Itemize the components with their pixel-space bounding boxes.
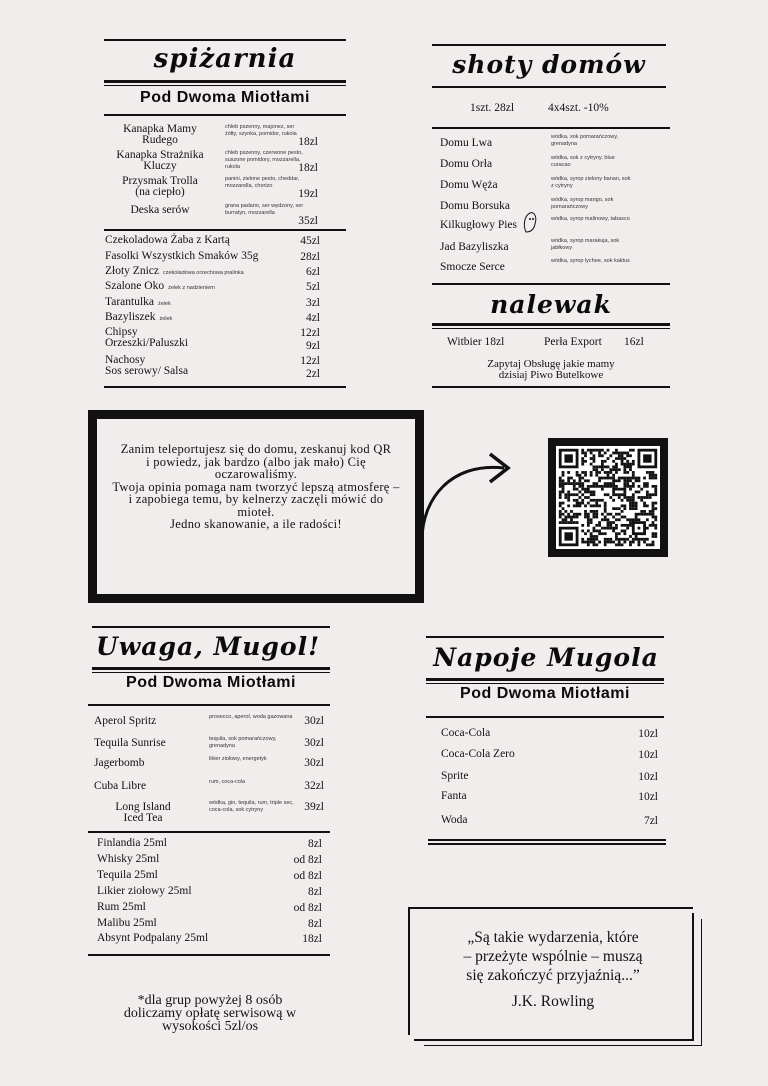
quote-author: J.K. Rowling: [511, 993, 595, 1010]
shot-item-name: Smocze Serce: [440, 261, 505, 273]
snack-item-label: Nachosy Sos serowy/ Salsa: [105, 354, 189, 377]
shot-item-desc: wódka, syrop mango, sok pomarańczowy: [551, 197, 614, 210]
food-item-desc: chleb pszenny, czerwone pesto, suszone pomidory, mozzarella, rukola: [225, 150, 303, 170]
cocktail-desc: rum, coca-cola: [209, 779, 246, 785]
soft-drink-name: Coca-Cola Zero: [441, 748, 515, 760]
shot-item-name: Kilkugłowy Pies: [440, 219, 517, 231]
spirit-name: Finlandia 25ml: [97, 837, 167, 849]
spirit-name: Malibu 25ml: [97, 917, 157, 929]
spirit-price: od 8zl: [293, 854, 322, 866]
spirit-name: Likier ziołowy 25ml: [97, 885, 192, 897]
shoty-promo-set: 4x4szt. -10%: [548, 102, 609, 114]
snack-item-name: [105, 327, 305, 349]
snack-item-price: 12zl: [300, 327, 320, 339]
snack-item-name: [105, 355, 305, 377]
food-item-price: 18zl: [298, 162, 318, 174]
spirit-price: 8zl: [307, 838, 322, 850]
food-item-price: 18zl: [298, 136, 318, 148]
qr-message-box: [88, 410, 424, 603]
cocktail-price: 30zl: [304, 737, 324, 749]
cocktail-desc: tequila, sok pomarańczowy, grenadyna: [209, 736, 277, 749]
snack-item-name: [105, 297, 305, 310]
cocktail-name: Long Island Iced Tea: [115, 801, 171, 824]
snack-item-label: Chipsy Orzeszki/Paluszki: [105, 326, 189, 349]
napoje-title: Napoje Mugola: [433, 643, 659, 672]
food-item-desc: chleb pszenny, majonez, ser żółty, szynka, pomidor, rukola: [225, 124, 297, 137]
snack-item-name: [105, 235, 305, 246]
spirit-price: od 8zl: [293, 902, 322, 914]
snack-item-tag: żelek: [159, 316, 173, 322]
shot-item-name: Domu Orła: [440, 158, 493, 170]
soft-drink-name: Sprite: [441, 770, 469, 782]
quote-text: „Są takie wydarzenia, które – przeżyte wspólnie – muszą się zakończyć przyjaźnią...”: [463, 929, 643, 984]
soft-drink-name: Woda: [441, 814, 468, 826]
snack-item-label: Czekoladowa Żaba z Kartą: [105, 234, 230, 246]
soft-drink-price: 10zl: [638, 791, 658, 803]
spirit-name: Tequila 25ml: [97, 869, 158, 881]
soft-drink-price: 10zl: [638, 749, 658, 761]
snack-item-name: [105, 266, 305, 279]
spizarnia-title: spiżarnia: [153, 44, 297, 74]
shot-item-name: Domu Węża: [440, 179, 498, 191]
snack-item-price: 6zl: [305, 266, 320, 278]
spirit-price: 18zl: [302, 933, 322, 945]
spirit-name: Rum 25ml: [97, 901, 146, 913]
snack-item-tag: żelek z nadzieniem: [168, 285, 215, 291]
spirit-price: od 8zl: [293, 870, 322, 882]
snack-item-price: 5zl: [305, 281, 320, 293]
cocktail-price: 32zl: [304, 780, 324, 792]
shoty-promo-single: 1szt. 28zl: [470, 102, 515, 114]
snack-item-price: 45zl: [300, 235, 320, 247]
shot-item-name: Jad Bazyliszka: [440, 241, 509, 253]
soft-drink-price: 7zl: [643, 815, 658, 827]
snack-item-name: [105, 312, 305, 325]
spizarnia-subtitle: Pod Dwoma Miotłami: [140, 89, 310, 106]
food-item-name: Kanapka Mamy Rudego: [123, 123, 197, 146]
snack-item-name: [105, 251, 305, 262]
qr-code[interactable]: [548, 438, 668, 557]
ghost-doodle-icon: [522, 210, 538, 236]
snack-item-price: 4zl: [305, 312, 320, 324]
snack-item-label: Fasolki Wszystkich Smaków 35g: [105, 250, 259, 262]
cocktail-name: Tequila Sunrise: [94, 737, 166, 749]
shot-item-name: Domu Lwa: [440, 137, 493, 149]
snack-item-name: [105, 281, 305, 294]
food-item-desc: panini, zielone pesto, cheddar, mozzarella, chorizo: [225, 176, 300, 189]
food-item-name: Przysmak Trolla (na ciepło): [122, 175, 198, 198]
soft-drink-name: Fanta: [441, 790, 467, 802]
food-item-name: Deska serów: [130, 204, 190, 216]
soft-drink-name: Coca-Cola: [441, 727, 491, 739]
napoje-subtitle: Pod Dwoma Miotłami: [460, 685, 630, 702]
snack-item-label: Złoty Znicz: [105, 265, 159, 277]
snack-item-price: 3zl: [305, 297, 320, 309]
snack-item-price-2: 9zl: [305, 340, 320, 352]
cocktail-name: Cuba Libre: [94, 780, 147, 792]
mugol-title: Uwaga, Mugol!: [95, 632, 321, 661]
qr-code-pattern-icon: [556, 446, 660, 549]
spirit-price: 8zl: [307, 918, 322, 930]
service-fee-note: *dla grup powyżej 8 osób doliczamy opłatę serwisową w wysokości 5zl/os: [123, 993, 297, 1034]
snack-item-label: Bazyliszek: [105, 311, 156, 323]
snack-item-tag: czekoladowa orzechowa pralinka: [162, 270, 244, 276]
shot-item-desc: wódka, syrop malinowy, tabasco: [551, 216, 630, 222]
food-item-name: Kanapka Strażnika Kluczy: [116, 149, 204, 172]
qr-message-text: Zanim teleportujesz się do domu, zeskanuj kod QR i powiedz, jak bardzo (albo jak mało) Cię oczarowaliśmy. Twoja opinia pomaga nam tworzyć lepszą atmosferę – i zapobiega temu, by kelnerzy zaczęli mówić do mioteł. Jedno skanowanie, a ile radości!: [112, 442, 400, 531]
snack-item-price: 28zl: [300, 251, 320, 263]
food-item-price: 19zl: [298, 188, 318, 200]
nalewak-title: nalewak: [490, 290, 612, 319]
shot-item-desc: wódka, syrop lychee, sok kaktus: [551, 258, 630, 264]
cocktail-desc: prosecco, aperol, woda gazowana: [209, 714, 293, 720]
bottled-beer-note: Zapytaj Obsługę jakie mamy dzisiaj Piwo Butelkowe: [487, 358, 615, 381]
mugol-subtitle: Pod Dwoma Miotłami: [126, 674, 296, 691]
food-item-desc: grana padano, ser wędzony, ser burratyn, mozzarella: [225, 203, 304, 216]
shoty-title: shoty domów: [452, 50, 646, 79]
cocktail-price: 30zl: [304, 715, 324, 727]
shot-item-desc: wódka, syrop zielony banan, sok z cytryny: [551, 176, 631, 189]
cocktail-price: 30zl: [304, 757, 324, 769]
cocktail-price: 39zl: [304, 801, 324, 813]
shot-item-desc: wódka, sok pomarańczowy, grenadyna: [551, 134, 619, 147]
snack-item-price: 12zl: [300, 355, 320, 367]
food-item-price: 35zl: [298, 215, 318, 227]
spirit-name: Absynt Podpalany 25ml: [97, 932, 209, 944]
snack-item-price-2: 2zl: [305, 368, 320, 380]
snack-item-label: Szalone Oko: [105, 280, 165, 292]
soft-drink-price: 10zl: [638, 728, 658, 740]
spirit-name: Whisky 25ml: [97, 853, 160, 865]
shot-item-name: Domu Borsuka: [440, 200, 510, 212]
beer-witbier: Witbier 18zl: [447, 336, 505, 348]
cocktail-name: Jagerbomb: [94, 757, 145, 769]
soft-drink-price: 10zl: [638, 771, 658, 783]
snack-item-tag: żelek: [158, 301, 171, 307]
cocktail-desc: likier ziołowy, energetyk: [209, 756, 267, 762]
shot-item-desc: wódka, sok z cytryny, blue curacao: [551, 155, 615, 168]
cocktail-desc: wódka, gin, tequila, rum, triple sec, coca-cola, sok cytryny: [209, 800, 294, 813]
spirit-price: 8zl: [307, 886, 322, 898]
shot-item-desc: wódka, syrop marakuja, sok jabłkowy: [551, 238, 620, 251]
beer-perla-price: 16zl: [624, 336, 644, 348]
beer-perla: Perła Export: [544, 336, 602, 348]
cocktail-name: Aperol Spritz: [94, 715, 157, 727]
arrow-to-qr-icon: [420, 440, 520, 550]
snack-item-label: Tarantulka: [105, 296, 155, 308]
